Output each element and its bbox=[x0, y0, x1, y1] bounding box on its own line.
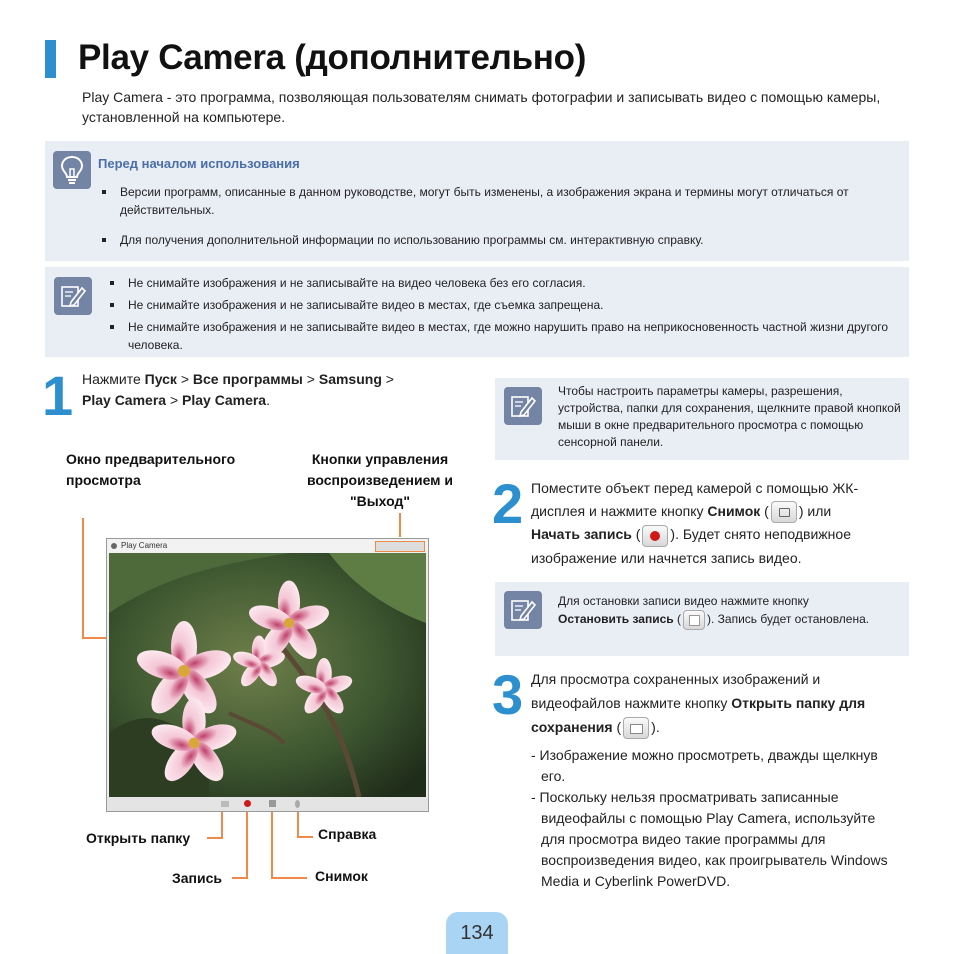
list-item: Не снимайте изображения и не записывайте на видео человека без его согласия. bbox=[108, 274, 908, 292]
camera-icon[interactable] bbox=[269, 800, 276, 807]
help-icon[interactable] bbox=[295, 800, 300, 808]
step3-text: Для просмотра сохраненных изображений и видеофайлов нажмите кнопку Открыть папку для сохранения ( ). bbox=[531, 667, 901, 739]
intro-paragraph: Play Camera - это программа, позволяющая пользователям снимать фотографии и записывать видео с помощью камеры, установленной на компьютере. bbox=[82, 89, 881, 125]
note-text: Чтобы настроить параметры камеры, разрешения, устройства, папки для сохранения, щелкните правой кнопкой мыши в окне предварительного просмотра с помощью сенсорной панели. bbox=[558, 384, 901, 449]
stop-button-icon bbox=[683, 610, 705, 630]
pencil-note-icon bbox=[504, 387, 542, 425]
step-number: 1 bbox=[42, 364, 74, 427]
callout-line bbox=[232, 877, 248, 879]
title-accent-bar bbox=[45, 40, 56, 78]
list-item: Версии программ, описанные в данном руководстве, могут быть изменены, а изображения экрана и термины могут отличаться от действительных. bbox=[100, 183, 875, 219]
record-button-icon bbox=[642, 525, 668, 547]
callout-line bbox=[271, 812, 273, 879]
label-preview-window: Окно предварительного просмотра bbox=[66, 451, 236, 488]
app-icon bbox=[111, 543, 117, 549]
pencil-note-icon bbox=[54, 277, 92, 315]
record-icon[interactable] bbox=[244, 800, 251, 807]
callout-line bbox=[82, 518, 84, 639]
folder-button-icon bbox=[623, 717, 649, 739]
play-camera-screenshot bbox=[106, 538, 429, 812]
step-number: 3 bbox=[492, 663, 524, 726]
hint-list bbox=[100, 183, 875, 253]
step2-text: Поместите объект перед камерой с помощью ЖК-дисплея и нажмите кнопку Снимок ( ) или Начать запись ( ). Будет снято неподвижное изображение или начнется запись видео. bbox=[531, 480, 859, 566]
note-box bbox=[495, 582, 909, 656]
callout-line bbox=[271, 877, 307, 879]
page-number: 134 bbox=[446, 912, 508, 954]
callout-line bbox=[207, 837, 223, 839]
label-open-folder: Открыть папку bbox=[86, 830, 191, 846]
callout-line bbox=[246, 812, 248, 879]
pencil-note-icon bbox=[504, 591, 542, 629]
callout-line bbox=[297, 836, 313, 838]
list-item: - Поскольку нельзя просматривать записанные видеофайлы с помощью Play Camera, используйте для просмотра видео такие программы для воспроизведения видео, как проигрыватель Windows Media и Cyberlink PowerDVD. bbox=[531, 789, 888, 889]
note-text: Для остановки записи видео нажмите кнопку Остановить запись ( ). Запись будет остановлена. bbox=[558, 592, 898, 630]
list-item: - Изображение можно просмотреть, дважды щелкнув его. bbox=[531, 747, 878, 784]
snapshot-button-icon bbox=[771, 501, 797, 523]
label-snapshot: Снимок bbox=[315, 868, 368, 884]
step1-text: Нажмите Пуск > Все программы > Samsung > Play Camera > Play Camera. bbox=[82, 371, 394, 408]
label-record: Запись bbox=[172, 870, 223, 886]
list-item: Для получения дополнительной информации по использованию программы см. интерактивную справку. bbox=[100, 231, 875, 249]
folder-icon[interactable] bbox=[221, 801, 229, 807]
window-control-buttons[interactable] bbox=[375, 541, 425, 552]
warning-list bbox=[108, 274, 908, 358]
callout-line bbox=[297, 812, 299, 838]
lightbulb-icon bbox=[53, 151, 91, 189]
note-box bbox=[495, 378, 909, 460]
step-number: 2 bbox=[492, 472, 524, 535]
callout-line bbox=[399, 513, 401, 537]
list-item: Не снимайте изображения и не записывайте видео в местах, где можно нарушить право на неприкосновенность частной жизни другого человека. bbox=[108, 318, 908, 354]
hint-title: Перед началом использования bbox=[98, 156, 300, 171]
callout-line bbox=[221, 812, 223, 838]
label-help: Справка bbox=[318, 826, 377, 842]
list-item: Не снимайте изображения и не записывайте видео в местах, где съемка запрещена. bbox=[108, 296, 908, 314]
camera-control-bar bbox=[107, 797, 428, 811]
step3-bullets bbox=[531, 745, 901, 892]
preview-image bbox=[109, 553, 426, 797]
page-title: Play Camera (дополнительно) bbox=[78, 38, 587, 77]
label-playback-controls: Кнопки управления воспроизведением и "Выход" bbox=[306, 451, 454, 509]
window-titlebar: Play Camera bbox=[107, 539, 428, 553]
